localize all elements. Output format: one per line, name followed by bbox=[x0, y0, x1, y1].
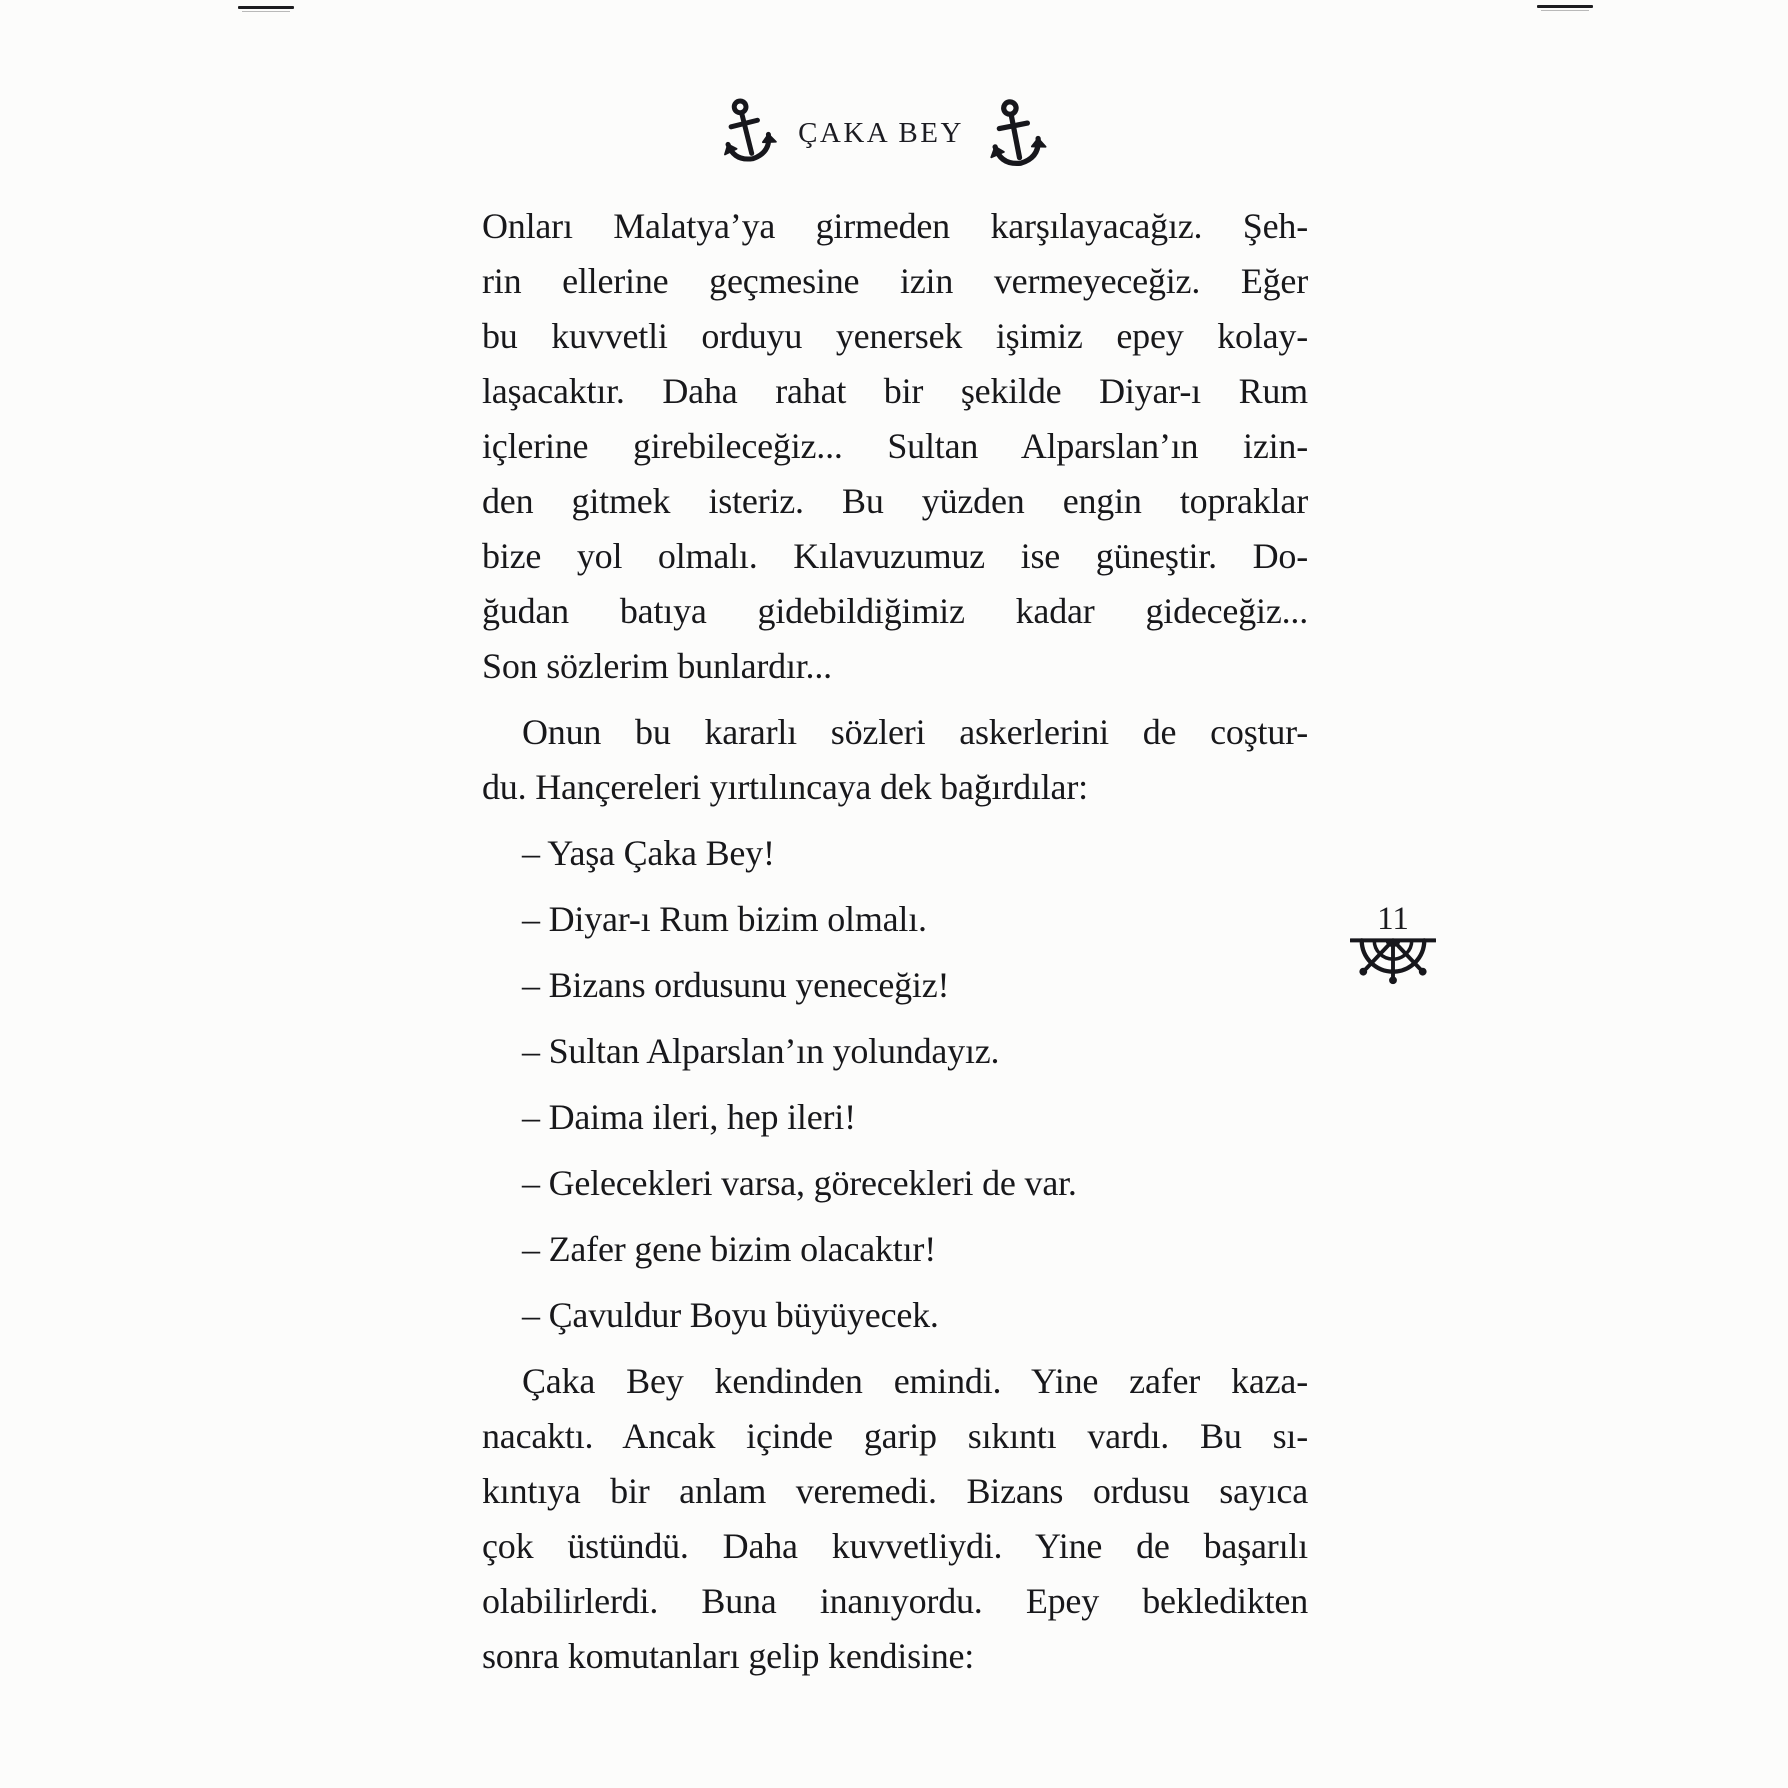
crop-mark-left bbox=[238, 6, 294, 12]
ship-wheel-icon bbox=[1350, 973, 1436, 990]
crop-mark-echo bbox=[242, 11, 290, 12]
text-line: Son sözlerim bunlardır... bbox=[482, 646, 832, 686]
text-line: – Bizans ordusunu yeneceğiz! bbox=[522, 965, 950, 1005]
text-line: içlerine girebileceğiz... Sultan Alparslan’ın izin- bbox=[482, 426, 1308, 466]
paragraph bbox=[482, 1354, 1308, 1684]
crop-mark-line bbox=[1537, 5, 1593, 8]
dialogue-line bbox=[482, 1222, 1308, 1277]
paragraph bbox=[482, 199, 1308, 694]
dialogue-line bbox=[482, 1024, 1308, 1079]
text-line: kıntıya bir anlam veremedi. Bizans ordusu sayıca bbox=[482, 1471, 1308, 1511]
crop-mark-echo bbox=[1541, 10, 1589, 11]
paragraph bbox=[482, 705, 1308, 815]
text-line: olabilirlerdi. Buna inanıyordu. Epey bekledikten bbox=[482, 1581, 1308, 1621]
text-line: rin ellerine geçmesine izin vermeyeceğiz. Eğer bbox=[482, 261, 1308, 301]
text-line: Çaka Bey kendinden emindi. Yine zafer kaza- bbox=[522, 1361, 1308, 1401]
anchor-icon bbox=[978, 92, 1053, 187]
anchor-icon bbox=[710, 90, 785, 182]
crop-mark-right bbox=[1537, 5, 1593, 11]
text-block bbox=[482, 199, 1308, 1684]
text-line: – Çavuldur Boyu büyüyecek. bbox=[522, 1295, 939, 1335]
text-line: ğudan batıya gidebildiğimiz kadar gideceğiz... bbox=[482, 591, 1308, 631]
text-line: bu kuvvetli orduyu yenersek işimiz epey kolay- bbox=[482, 316, 1308, 356]
text-line: nacaktı. Ancak içinde garip sıkıntı vardı. Bu sı- bbox=[482, 1416, 1308, 1456]
text-line: den gitmek isteriz. Bu yüzden engin topraklar bbox=[482, 481, 1308, 521]
dialogue-line bbox=[482, 1156, 1308, 1211]
text-line: Onun bu kararlı sözleri askerlerini de coştur- bbox=[522, 712, 1308, 752]
crop-mark-line bbox=[238, 6, 294, 9]
page-number-marker bbox=[1346, 903, 1440, 991]
chapter-title: ÇAKA BEY bbox=[798, 116, 964, 149]
text-line: Onları Malatya’ya girmeden karşılayacağız. Şeh- bbox=[482, 206, 1308, 246]
text-line: laşacaktır. Daha rahat bir şekilde Diyar-ı Rum bbox=[482, 371, 1308, 411]
text-line: – Sultan Alparslan’ın yolundayız. bbox=[522, 1031, 1000, 1071]
text-line: – Daima ileri, hep ileri! bbox=[522, 1097, 856, 1137]
text-line: – Yaşa Çaka Bey! bbox=[522, 833, 775, 873]
text-line: bize yol olmalı. Kılavuzumuz ise güneştir. Do- bbox=[482, 536, 1308, 576]
page-header bbox=[700, 92, 1065, 174]
page-number: 11 bbox=[1377, 901, 1409, 937]
dialogue-line bbox=[482, 892, 1308, 947]
text-line: – Gelecekleri varsa, görecekleri de var. bbox=[522, 1163, 1077, 1203]
text-line: çok üstündü. Daha kuvvetliydi. Yine de başarılı bbox=[482, 1526, 1308, 1566]
dialogue-line bbox=[482, 958, 1308, 1013]
dialogue-line bbox=[482, 1288, 1308, 1343]
text-line: du. Hançereleri yırtılıncaya dek bağırdılar: bbox=[482, 767, 1088, 807]
dialogue-line bbox=[482, 826, 1308, 881]
text-line: – Diyar-ı Rum bizim olmalı. bbox=[522, 899, 927, 939]
text-line: – Zafer gene bizim olacaktır! bbox=[522, 1229, 936, 1269]
text-line: sonra komutanları gelip kendisine: bbox=[482, 1636, 975, 1676]
dialogue-line bbox=[482, 1090, 1308, 1145]
